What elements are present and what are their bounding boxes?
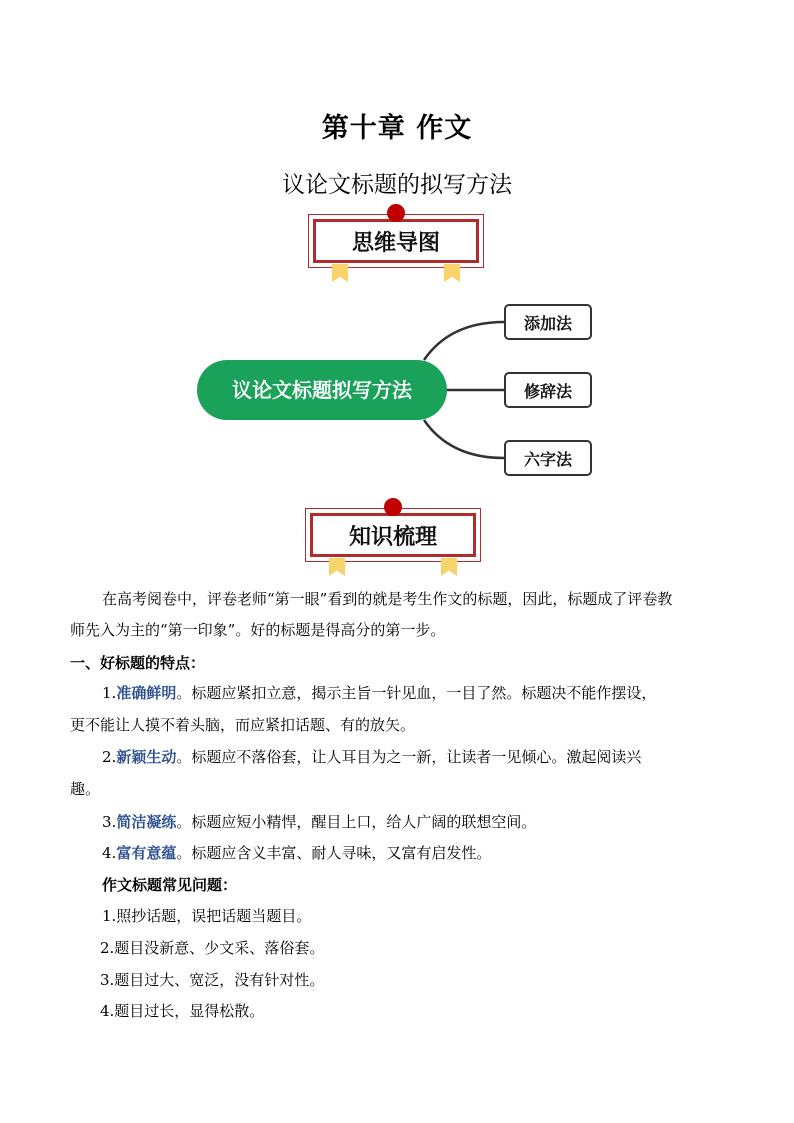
page-subtitle: 议论文标题的拟写方法 (282, 172, 512, 198)
feature-keyword: 新颖生动 (116, 748, 177, 766)
knowledge-banner (305, 508, 481, 562)
feature-1 (70, 678, 734, 708)
problem-item: 2.题目没新意、少文采、落俗套。 (100, 939, 325, 957)
feature-number: 4. (102, 844, 117, 862)
intro-line-1: 在高考阅卷中，评卷老师“第一眼”看到的就是考生作文的标题，因此，标题成了评卷教 (102, 590, 673, 608)
section-1-heading: 一、好标题的特点： (70, 654, 206, 672)
feature-4 (70, 838, 734, 868)
connector-bottom (424, 420, 504, 458)
feature-number: 3. (102, 813, 117, 831)
feature-text: 。标题应不落俗套，让人耳目为之一新，让读者一见倾心。激起阅读兴 (176, 748, 642, 766)
pin-dot-icon (384, 498, 402, 516)
feature-keyword: 准确鲜明 (116, 684, 177, 702)
feature-number: 1. (102, 684, 117, 702)
feature-3 (70, 807, 734, 837)
feature-number: 2. (102, 748, 117, 766)
mindmap-node-add: 添加法 (504, 304, 592, 340)
feature-text: 。标题应紧扣立意，揭示主旨一针见血，一目了然。标题决不能作摆设， (176, 684, 657, 702)
feature-text: 。标题应短小精悍，醒目上口，给人广阔的联想空间。 (176, 813, 537, 831)
feature-text: 。标题应含义丰富、耐人寻味，又富有启发性。 (176, 844, 492, 862)
mindmap-node-six-char: 六字法 (504, 440, 592, 476)
feature-keyword: 富有意蕴 (116, 844, 177, 862)
feature-2-cont: 趣。 (70, 780, 101, 798)
mindmap-center-node: 议论文标题拟写方法 (197, 360, 447, 420)
chapter-title: 第十章 作文 (321, 113, 473, 144)
banner-label: 知识梳理 (348, 525, 437, 550)
connector-top (424, 322, 504, 360)
intro-line-2: 师先入为主的“第一印象”。好的标题是得高分的第一步。 (70, 621, 446, 639)
problems-heading: 作文标题常见问题： (102, 876, 238, 894)
feature-keyword: 简洁凝练 (116, 813, 177, 831)
feature-2 (70, 742, 734, 772)
problem-item: 4.题目过长，显得松散。 (100, 1002, 265, 1020)
problem-item: 1.照抄话题，误把话题当题目。 (102, 907, 312, 925)
problem-item: 3.题目过大、宽泛，没有针对性。 (100, 971, 325, 989)
banner-label: 思维导图 (351, 231, 440, 256)
mindmap-node-rhetoric: 修辞法 (504, 372, 592, 408)
feature-1-cont: 更不能让人摸不着头脑，而应紧扣话题、有的放矢。 (70, 716, 416, 734)
